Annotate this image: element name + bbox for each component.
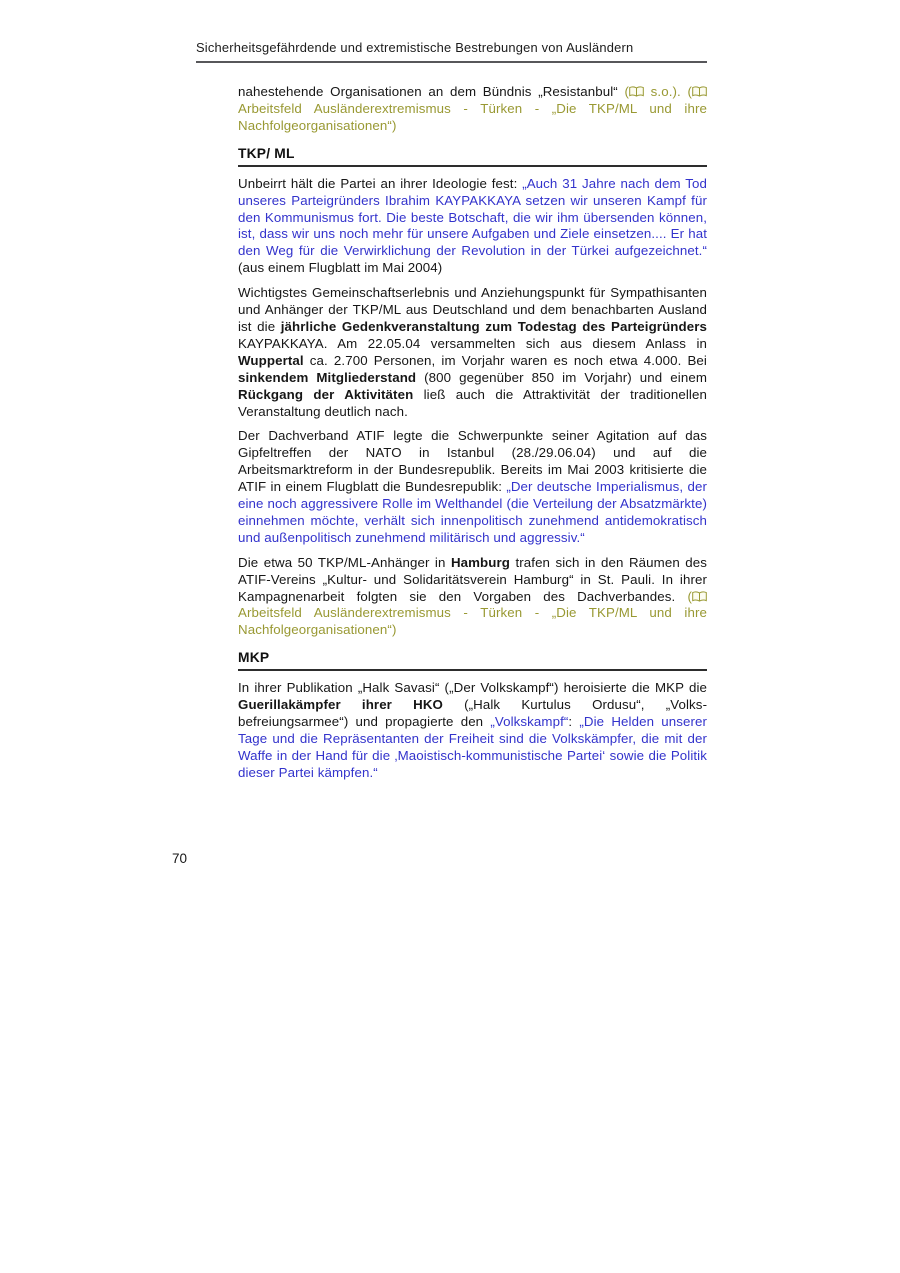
body-text: (800 gegenüber 850 im Vorjahr) und einem — [416, 369, 707, 385]
section-heading: MKP — [238, 650, 707, 671]
quoted-text: „Auch 31 Jahre nach dem Tod unseres Parteigründers Ibrahim KAYPAKKAYA setzen wir unseren Kampf für den Kommunismus fort. Die beste Botschaft, die wir ihm übersenden können, ist, dass wir uns noch mehr für unsere Aufgaben und Ziele einsetzen.... Er hat den Weg für die Verwirklichung der Revolution in der Türkei aufgezeichnet.“ — [238, 175, 707, 259]
body-text: (aus einem Flugblatt im Mai 2004) — [238, 260, 443, 276]
paragraph — [238, 680, 707, 781]
book-icon[interactable] — [692, 591, 707, 602]
paragraph — [238, 555, 707, 640]
quoted-text: „Die Helden unserer Tage und die Repräsentanten der Freiheit sind die Volkskämpfer, die mit der Waffe in der Hand für die ‚Maoistisch-kommunistische Partei‘ sowie die Politik dieser Partei kämpfen.“ — [238, 714, 708, 780]
body-text: KAYPAKKAYA. Am 22.05.04 versammelten sich aus diesem Anlass in — [238, 335, 707, 351]
cross-reference-link[interactable]: s.o.). — [644, 84, 681, 99]
body-text: nahestehende Organisationen an dem Bündnis „Resistanbul“ — [238, 84, 625, 99]
cross-reference-link[interactable]: ( — [687, 84, 693, 99]
body-text: ließ auch die Attraktivität der traditionellen Veranstaltung deutlich nach. — [238, 386, 707, 419]
emphasized-text: jährliche Gedenkveranstaltung zum Todestag des Parteigründers — [280, 318, 707, 334]
section-heading: TKP/ ML — [238, 146, 707, 167]
book-icon[interactable] — [629, 86, 644, 97]
page-number: 70 — [172, 851, 188, 866]
book-icon[interactable] — [692, 86, 707, 97]
quoted-text: „Der deutsche Imperialismus, der eine noch aggressivere Rolle im Welthandel (die Verteilung der Absatzmärkte) einnehmen möchte, verhält sich innenpolitisch zunehmend antidemokratisch und außenpolitisch zunehmend militärisch und aggressiv.“ — [238, 479, 707, 545]
body-text: („Halk Kurtulus Ordusu“, „Volksbefreiungsarmee“) und propagierte den — [238, 697, 707, 730]
paragraph — [238, 428, 707, 546]
paragraph — [238, 84, 707, 135]
emphasized-text: Wuppertal — [238, 352, 304, 368]
body-text: Der Dachverband ATIF legte die Schwerpunkte seiner Agitation auf das Gipfeltreffen der NATO in Istanbul (28./29.06.04) und auf die Arbeitsmarktreform in der Bundesrepublik. Bereits im Mai 2003 kritisierte die ATIF in einem Flugblatt die Bundesrepublik: — [238, 428, 707, 495]
cross-reference-link[interactable]: ( — [624, 84, 630, 99]
paragraph — [238, 176, 707, 277]
quoted-text: „Volkskampf“ — [490, 714, 569, 730]
emphasized-text: Guerillakämpfer ihrer HKO — [238, 697, 443, 713]
emphasized-text: Rückgang der Aktivitäten — [238, 386, 414, 402]
body-text: : — [568, 714, 580, 730]
body-text: Die etwa 50 TKP/ML-Anhänger in — [238, 554, 451, 570]
running-header — [196, 40, 707, 63]
cross-reference-link[interactable]: Arbeitsfeld Ausländerextremismus - Türken - „Die TKP/ML und ihre Nachfolgeorganisationen“) — [238, 100, 707, 133]
body-text: In ihrer Publikation „Halk Savasi“ („Der Volkskampf“) heroisierte die MKP die — [238, 680, 707, 696]
cross-reference-link[interactable]: ( — [687, 588, 692, 604]
emphasized-text: Hamburg — [450, 554, 510, 570]
running-header-text: Sicherheitsgefährdende und extremistische Bestrebungen von Ausländern — [196, 40, 634, 55]
cross-reference-link[interactable]: Arbeitsfeld Ausländerextremismus - Türken - „Die TKP/ML und ihre Nachfolgeorganisationen“) — [238, 605, 707, 638]
document-body — [238, 84, 707, 790]
emphasized-text: sinkendem Mitgliederstand — [238, 369, 417, 385]
body-text: ca. 2.700 Personen, im Vorjahr waren es noch etwa 4.000. Bei — [303, 352, 707, 368]
paragraph — [238, 285, 707, 420]
body-text: Wichtigstes Gemeinschaftserlebnis und Anziehungspunkt für Sympathisanten und Anhänger der TKP/ML aus Deutschland und dem benachbarten Ausland ist die — [238, 285, 707, 334]
body-text: trafen sich in den Räumen des ATIF-Vereins „Kultur- und Solidaritätsverein Hamburg“ in St. Pauli. In ihrer Kampagnenarbeit folgten sie den Vorgaben des Dachverbandes. — [238, 554, 708, 604]
body-text: Unbeirrt hält die Partei an ihrer Ideologie fest: — [238, 175, 523, 191]
